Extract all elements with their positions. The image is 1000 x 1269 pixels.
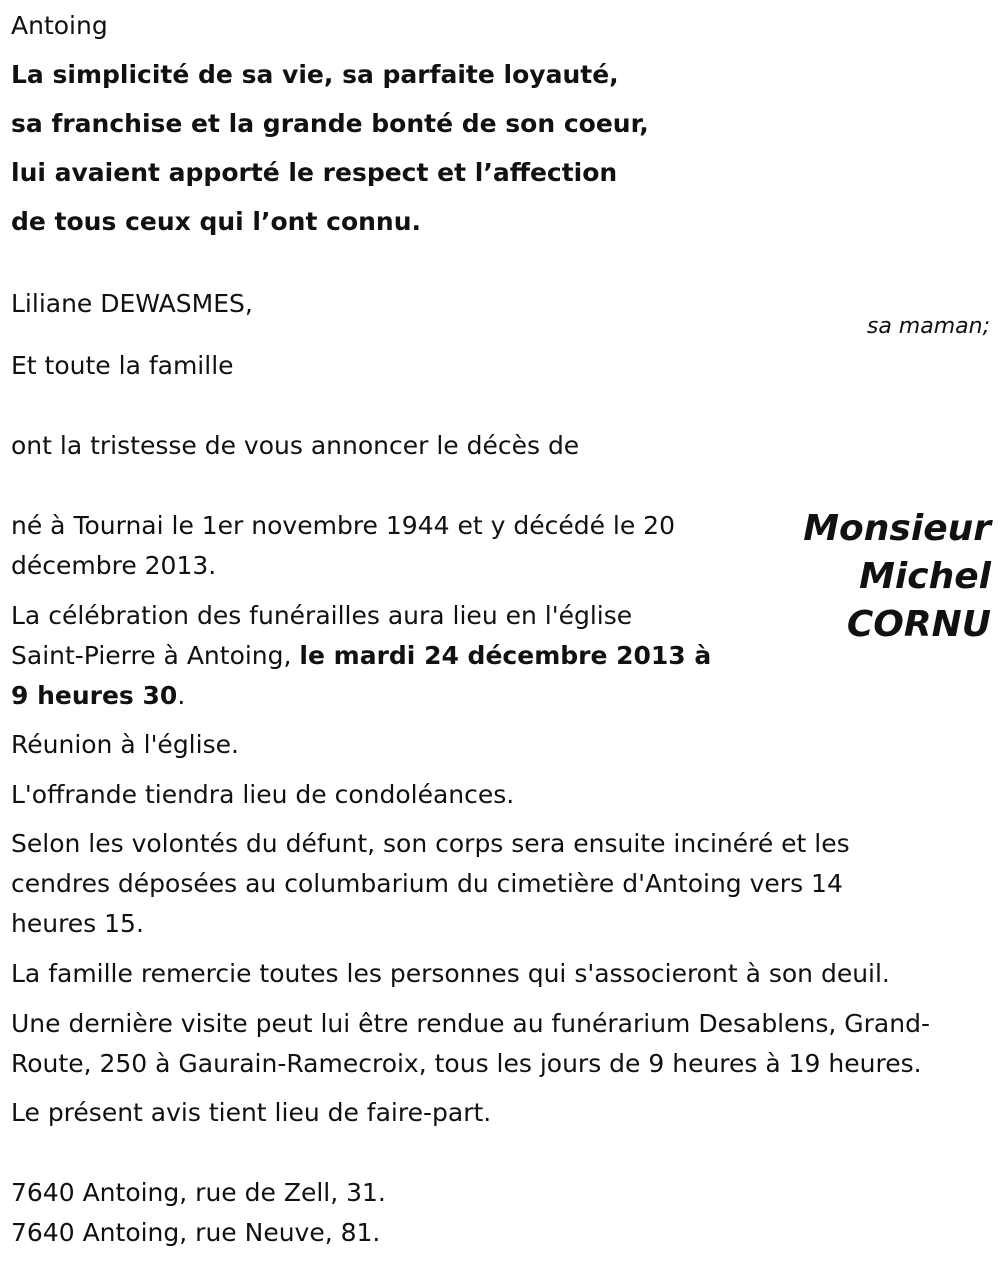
funeral-period: . <box>177 681 186 710</box>
visit-line: Une dernière visite peut lui être rendue au funérarium Desablens, Grand- <box>11 1009 930 1038</box>
deceased-title: Monsieur <box>803 508 991 549</box>
mother-name: Liliane DEWASMES, <box>11 289 253 318</box>
funeral-line <box>11 636 711 676</box>
cremation-line: Selon les volontés du défunt, son corps sera ensuite inciné‌ré et les <box>11 829 850 858</box>
address-line: 7640 Antoing, rue Neuve, 81. <box>11 1218 381 1247</box>
offering-text: L'offrande tiendra lieu de condoléances. <box>11 780 515 809</box>
address-line: 7640 Antoing, rue de Zell, 31. <box>11 1178 386 1207</box>
birth-line: décembre 2013. <box>11 551 217 580</box>
funeral-line: La célébration des funérailles aura lieu en l'église <box>11 601 633 630</box>
thanks-text: La famille remercie toutes les personnes qui s'associeront à son deuil. <box>11 959 890 988</box>
announcement-text: ont la tristesse de vous annoncer le décès de <box>11 431 580 460</box>
cremation-line: cendres déposées au columbarium du cimetière d'Antoing vers 14 <box>11 869 843 898</box>
quote-line: de tous ceux qui l’ont connu. <box>11 207 422 236</box>
visit-line: Route, 250 à Gaurain-Ramecroix, tous les jours de 9 heures à 19 heures. <box>11 1049 922 1078</box>
quote-line: sa franchise et la grande bonté de son coeur, <box>11 109 649 138</box>
meeting-text: Réunion à l'église. <box>11 730 239 759</box>
quote-line: lui avaient apporté le respect et l’affection <box>11 158 618 187</box>
funeral-time: 9 heures 30 <box>11 681 178 710</box>
deceased-last-name: CORNU <box>846 604 991 645</box>
funeral-line <box>11 676 185 716</box>
quote-line: La simplicité de sa vie, sa parfaite loyauté, <box>11 60 619 89</box>
notice-text: Le présent avis tient lieu de faire-part. <box>11 1098 492 1127</box>
birth-line: né à Tournai le 1er novembre 1944 et y décédé le 20 <box>11 511 675 540</box>
deceased-first-name: Michel <box>859 556 991 597</box>
mother-role: sa maman; <box>866 314 990 339</box>
funeral-place: Saint-Pierre à Antoing, <box>11 641 300 670</box>
deceased-name <box>803 505 991 649</box>
cremation-line: heures 15. <box>11 909 144 938</box>
family-rest: Et toute la famille <box>11 351 234 380</box>
funeral-date: le mardi 24 décembre 2013 à <box>299 641 712 670</box>
town-header: Antoing <box>11 11 108 40</box>
